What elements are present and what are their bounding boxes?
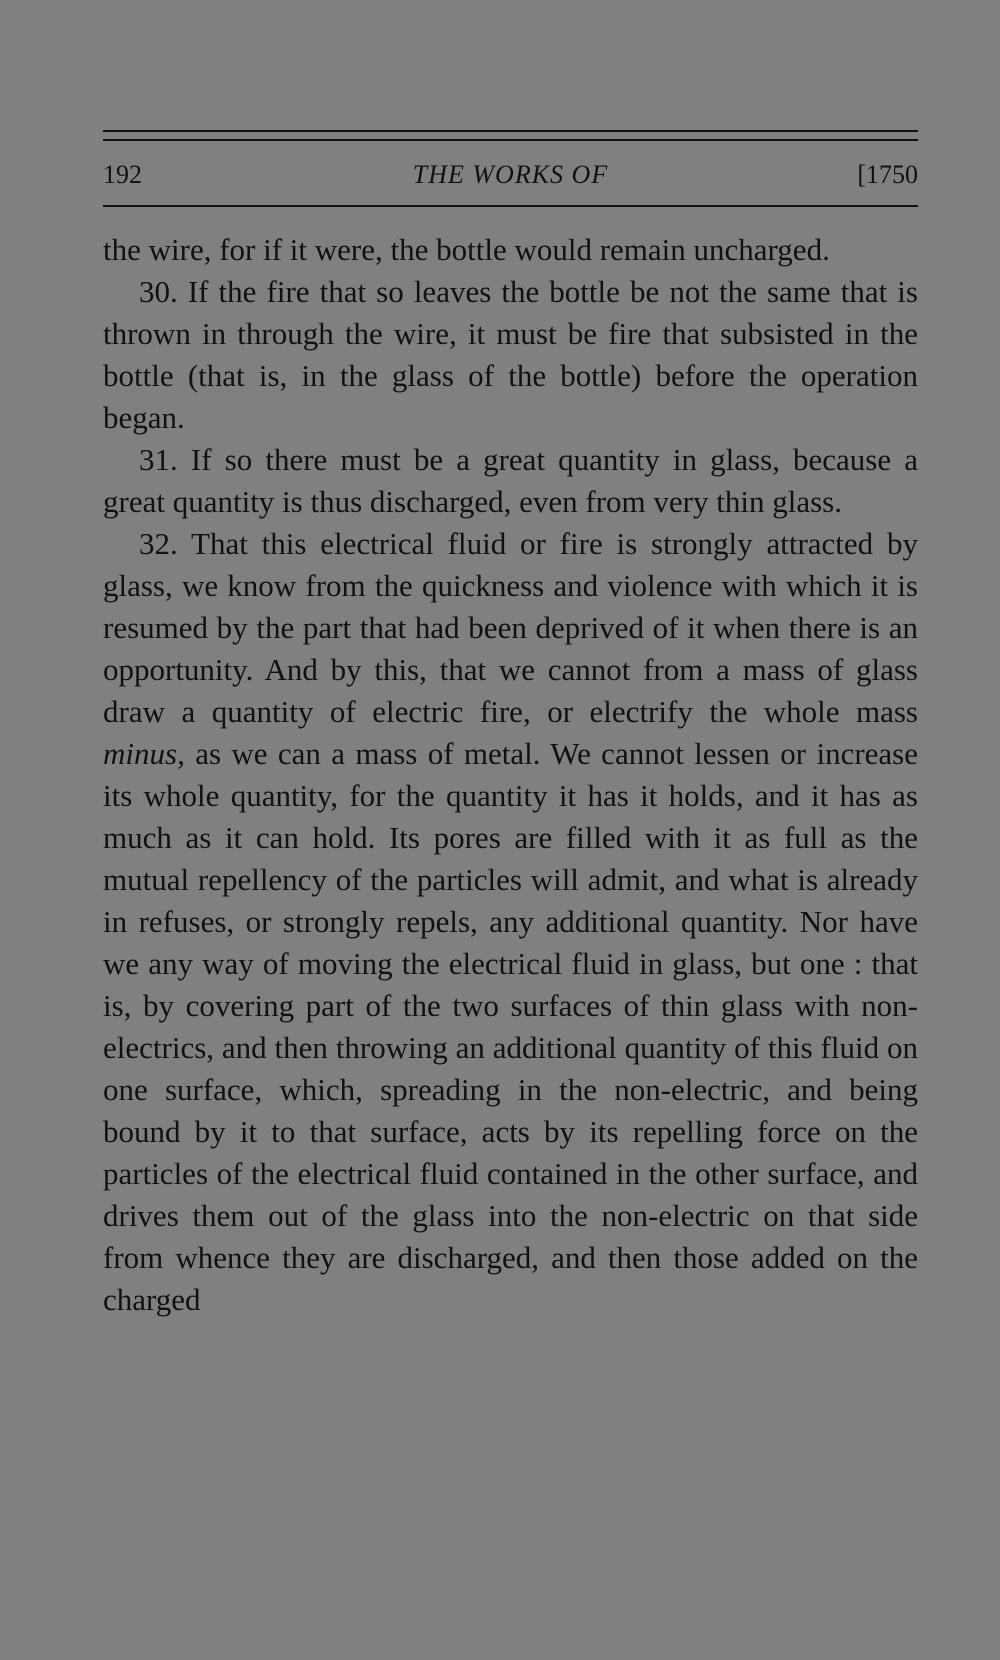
running-title: THE WORKS OF	[412, 160, 609, 189]
paragraph-31: 31. If so there must be a great quantity in glass, because a great quantity is thus discharged, even from very thin glass.	[103, 442, 918, 519]
paragraph-32-text-start: 32. That this electrical fluid or fire is strongly attracted by glass, we know from the quickness and violence with which it is resumed by the part that had been deprived of it when there is an opportunity. And by this, that we cannot from a mass of glass draw a quantity of electric fire, or electrify the whole mass	[103, 526, 918, 729]
paragraph-continuation: the wire, for if it were, the bottle would remain uncharged.	[103, 232, 830, 267]
running-head	[103, 141, 918, 205]
year-marker: [1750	[857, 160, 918, 189]
paragraph-32	[103, 523, 918, 1321]
paragraph-30: 30. If the fire that so leaves the bottle be not the same that is thrown in through the wire, it must be fire that subsisted in the bottle (that is, in the glass of the bottle) before the operation began.	[103, 274, 918, 435]
header-double-rule	[103, 130, 918, 141]
page-number: 192	[103, 160, 142, 189]
paragraph-32-text-end: as we can a mass of metal. We cannot lessen or increase its whole quantity, for the quantity it has it holds, and it has as much as it can hold. Its pores are filled with it as full as the mutual repellency of the particles will admit, and what is already in refuses, or strongly repels, any additional quantity. Nor have we any way of moving the electrical fluid in glass, but one : that is, by covering part of the two surfaces of thin glass with non-electrics, and then throwing an additional quantity of this fluid on one surface, which, spreading in the non-electric, and being bound by it to that surface, acts by its repelling force on the particles of the electrical fluid contained in the other surface, and drives them out of the glass into the non-electric on that side from whence they are discharged, and then those added on the charged	[103, 736, 919, 1317]
italic-word-minus: minus,	[103, 736, 185, 771]
body-text	[103, 229, 918, 1321]
book-page	[103, 130, 918, 1321]
